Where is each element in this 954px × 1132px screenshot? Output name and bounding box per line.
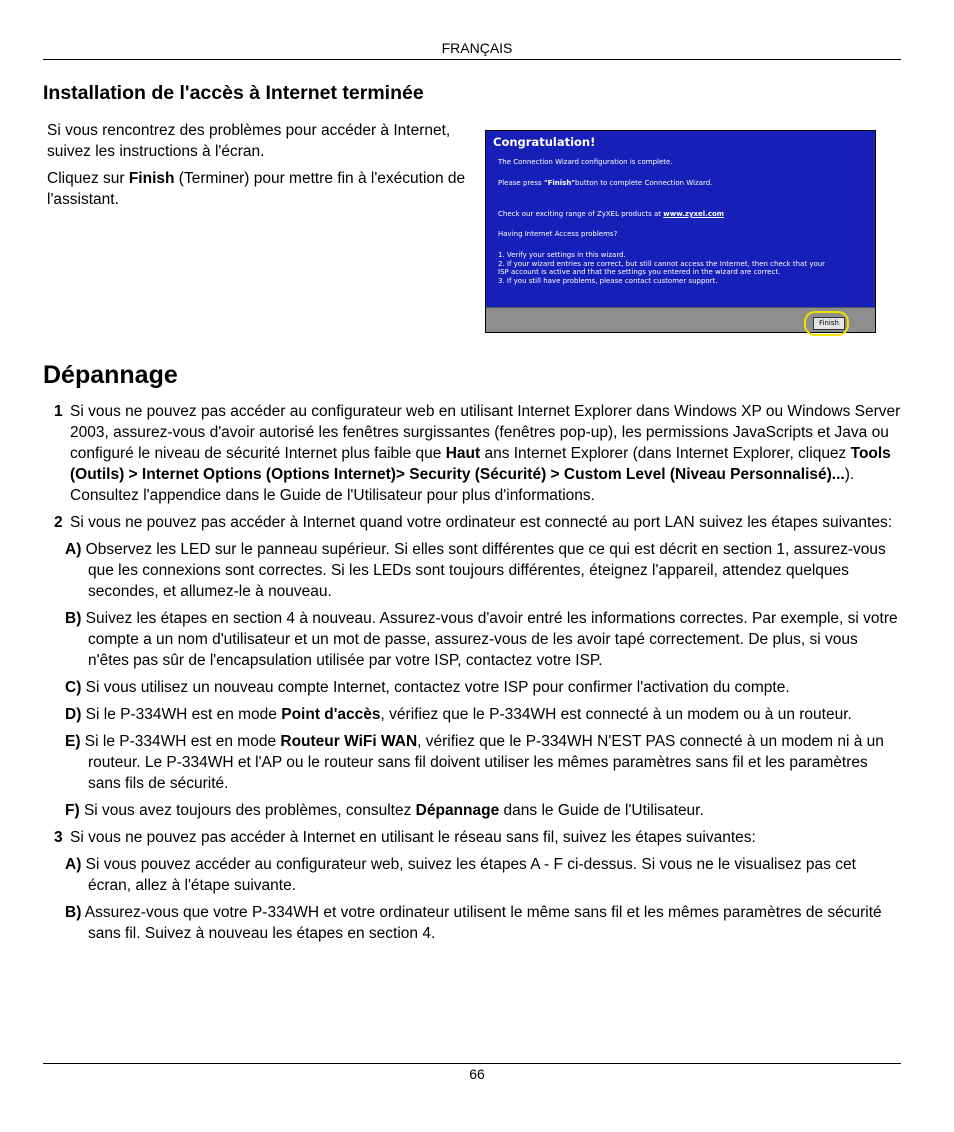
wizard-title: Congratulation!: [493, 135, 596, 149]
wizard-line-1: The Connection Wizard configuration is complete.: [498, 158, 673, 166]
sub-label: F): [65, 802, 80, 819]
sub-item-2e: [65, 731, 901, 794]
wizard-line-2-bold: "Finish": [543, 179, 575, 187]
sub-item-2b: [65, 608, 901, 671]
sub-text: Assurez-vous que votre P-334WH et votre ordinateur utilisent le même sans fil et les mêmes paramètres de sécurité sans fil. Suivez à nouveau les étapes en section 4.: [81, 904, 882, 942]
sub-label: C): [65, 679, 82, 696]
item-text: Si vous ne pouvez pas accéder à Internet quand votre ordinateur est connecté au port LAN suivez les étapes suivantes:: [70, 514, 892, 531]
sub-text: , vérifiez que le P-334WH est connecté à un modem ou à un routeur.: [380, 706, 852, 723]
wizard-line-2-post: button to complete Connection Wizard.: [574, 179, 713, 187]
sub-label: A): [65, 856, 82, 873]
item-bold-path: Tools (Outils) > Internet Options (Options Internet)> Security (Sécurité) > Custom Level (Niveau Personnalisé)...: [70, 445, 891, 483]
sub-label: B): [65, 610, 82, 627]
sub-text: Suivez les étapes en section 4 à nouveau. Assurez-vous d'avoir entré les informations correctes. Par exemple, si votre compte a un nom d'utilisateur et un mot de passe, assurez-vous de les avoir tapé correctement. De plus, si vous n'êtes pas sûr de l'encapsulation utilisée par votre ISP, contactez votre ISP.: [81, 610, 898, 669]
sub-text: Si vous pouvez accéder au configurateur web, suivez les étapes A - F ci-dessus. Si vous ne le visualisez pas cet écran, allez à l'étape suivante.: [81, 856, 856, 894]
item-number: 1: [54, 403, 63, 420]
section-title-installation: Installation de l'accès à Internet terminée: [43, 82, 424, 104]
wizard-line-4: Having Internet Access problems?: [498, 230, 618, 238]
header-rule: [43, 59, 901, 60]
sub-label: D): [65, 706, 82, 723]
wizard-line-2: [498, 179, 712, 188]
wizard-line-7: ISP account is active and that the settings you entered in the wizard are correct.: [498, 268, 781, 276]
sub-item-2a: [65, 539, 901, 602]
sub-bold: Point d'accès: [281, 706, 381, 723]
header-language: FRANÇAIS: [441, 40, 513, 56]
sub-text: Si le P-334WH est en mode: [80, 733, 281, 750]
troubleshooting-list: [43, 401, 901, 950]
item-bold: Haut: [445, 445, 481, 462]
sub-item-3a: [65, 854, 901, 896]
sub-label: A): [65, 541, 82, 558]
sub-item-2d: [65, 704, 901, 725]
item-number: 3: [54, 829, 63, 846]
wizard-line-8: 3. If you still have problems, please contact customer support.: [498, 277, 718, 285]
intro-p2-finish: Finish: [128, 170, 175, 187]
sub-text: Si vous utilisez un nouveau compte Internet, contactez votre ISP pour confirmer l'activation du compte.: [81, 679, 790, 696]
item-text: Si vous ne pouvez pas accéder au configurateur web en utilisant Internet Explorer dans Windows XP ou Windows Server 2003, assurez-vous d'avoir autorisé les fenêtres surgissantes (fenêtres pop-up), les permissions JavaScripts et Java ou configuré le niveau de sécurité Internet plus faible que: [70, 403, 901, 462]
wizard-line-2-pre: Please press: [498, 179, 544, 187]
wizard-line-3-pre: Check our exciting range of ZyXEL products at: [498, 210, 664, 218]
intro-paragraph-1: Si vous rencontrez des problèmes pour accéder à Internet, suivez les instructions à l'écran.: [47, 122, 451, 160]
intro-text: [47, 120, 467, 216]
intro-p2-text: Cliquez sur: [47, 170, 129, 187]
sub-text: Observez les LED sur le panneau supérieur. Si elles sont différentes que ce qui est décrit en section 1, assurez-vous que les connexions sont correctes. Si les LEDs sont toujours différentes, éteignez l'appareil, attendez quelques secondes, et allumez-le à nouveau.: [81, 541, 886, 600]
sub-text: Si vous avez toujours des problèmes, consultez: [79, 802, 416, 819]
footer-rule: [43, 1063, 901, 1064]
sub-item-3b: [65, 902, 901, 944]
wizard-line-3: [498, 210, 724, 219]
sub-label: E): [65, 733, 81, 750]
section-title-depannage: Dépannage: [43, 361, 178, 389]
wizard-line-5: 1. Verify your settings in this wizard.: [498, 251, 626, 259]
sub-text: Si le P-334WH est en mode: [81, 706, 282, 723]
item-text: ans Internet Explorer (dans Internet Explorer, cliquez: [480, 445, 851, 462]
item-text: Si vous ne pouvez pas accéder à Internet en utilisant le réseau sans fil, suivez les étapes suivantes:: [70, 829, 756, 846]
finish-highlight-ring: [804, 311, 849, 336]
item-text: ). Consultez l'appendice dans le Guide de l'Utilisateur pour plus d'informations.: [70, 466, 855, 504]
item-number: 2: [54, 514, 63, 531]
sub-item-2c: [65, 677, 901, 698]
sub-text: dans le Guide de l'Utilisateur.: [499, 802, 704, 819]
zyxel-link[interactable]: www.zyxel.com: [663, 210, 725, 218]
wizard-line-6: 2. If your wizard entries are correct, but still cannot access the Internet, then check that your: [498, 260, 826, 268]
sub-bold: Dépannage: [415, 802, 500, 819]
intro-p2-text-end: (Terminer) pour mettre fin à l'exécution de l'assistant.: [47, 170, 466, 208]
wizard-screenshot: [485, 130, 876, 333]
sub-label: B): [65, 904, 82, 921]
intro-paragraph-2: [47, 168, 467, 210]
sub-text: , vérifiez que le P-334WH N'EST PAS connecté à un modem ni à un routeur. Le P-334WH et l'AP ou le routeur sans fil doivent utiliser les mêmes paramètres sans fil et les paramètres sans fils de sécurité.: [88, 733, 884, 792]
finish-button[interactable]: Finish: [813, 317, 845, 330]
page-number: 66: [469, 1066, 485, 1082]
sub-item-2f: [65, 800, 901, 821]
list-item-2: [43, 512, 901, 533]
sub-bold: Routeur WiFi WAN: [280, 733, 418, 750]
list-item-3: [43, 827, 901, 848]
list-item-1: [43, 401, 901, 506]
